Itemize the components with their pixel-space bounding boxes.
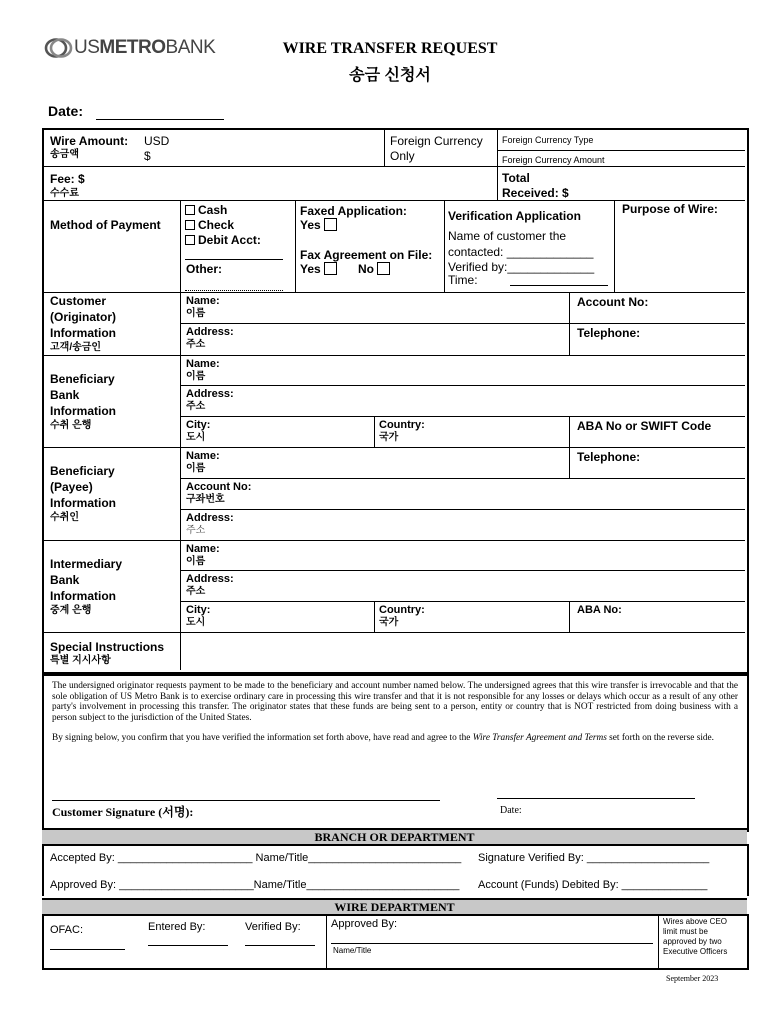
fax-agreement-yes-option[interactable]: Yes — [300, 262, 337, 276]
signature-verified-by-field[interactable]: Signature Verified By: ____________________ — [478, 852, 710, 864]
total-label: Total — [502, 171, 530, 185]
wire-department-header: WIRE DEPARTMENT — [42, 898, 747, 916]
wire-amount-field[interactable] — [160, 132, 380, 164]
entered-by-label: Entered By: — [148, 921, 206, 933]
payee-section-label: Beneficiary (Payee) Information 수취인 — [50, 464, 116, 523]
beneficiary-bank-aba-field[interactable]: ABA No or SWIFT Code — [577, 419, 712, 433]
beneficiary-bank-name-field[interactable]: Name: 이름 — [186, 358, 220, 382]
contacted-field[interactable]: contacted: _____________ — [448, 245, 594, 259]
logo-bank: BANK — [165, 37, 216, 58]
total-received-label[interactable]: Received: $ — [502, 186, 569, 200]
name-of-customer-label: Name of customer the — [448, 229, 567, 243]
ceo-limit-note: Wires above CEO limit must be approved by two Executive Officers — [663, 917, 728, 956]
fee-label-ko: 수수료 — [50, 188, 79, 199]
signature-date-label: Date: — [500, 805, 522, 816]
usd-label: USD — [144, 134, 170, 148]
entered-by-field[interactable] — [148, 945, 228, 946]
account-debited-by-field[interactable]: Account (Funds) Debited By: ______________ — [478, 879, 708, 891]
customer-telephone-field[interactable]: Telephone: — [577, 326, 641, 340]
time-field[interactable] — [510, 285, 608, 286]
purpose-of-wire-label: Purpose of Wire: — [622, 202, 718, 216]
signature-date-line[interactable] — [497, 798, 695, 799]
foreign-currency-type-label[interactable]: Foreign Currency Type — [502, 135, 594, 145]
date-label: Date: — [48, 103, 84, 119]
faxed-yes-option[interactable]: Yes — [300, 218, 337, 232]
logo-us: US — [74, 37, 100, 58]
faxed-application-label: Faxed Application: — [300, 204, 407, 218]
customer-signature-line[interactable] — [52, 800, 440, 801]
wire-amount-label: Wire Amount: — [50, 134, 129, 148]
foreign-currency-label: Foreign Currency — [390, 134, 483, 148]
faxed-yes-checkbox[interactable] — [324, 218, 337, 231]
branch-department-header: BRANCH OR DEPARTMENT — [42, 828, 747, 846]
customer-address-field[interactable]: Address: 주소 — [186, 326, 234, 350]
method-of-payment-label: Method of Payment — [50, 218, 161, 232]
foreign-currency-amount-label[interactable]: Foreign Currency Amount — [502, 155, 605, 165]
payee-account-no-field[interactable]: Account No: 구좌번호 — [186, 481, 252, 505]
debit-checkbox[interactable] — [185, 235, 195, 245]
fee-field[interactable] — [100, 168, 490, 198]
beneficiary-bank-city-field[interactable]: City: 도시 — [186, 419, 211, 443]
accepted-by-field[interactable]: Accepted By: ______________________ Name/Title_________________________ — [50, 852, 462, 864]
check-checkbox[interactable] — [185, 220, 195, 230]
customer-account-no-field[interactable]: Account No: — [577, 295, 649, 309]
beneficiary-bank-country-field[interactable]: Country: 국가 — [379, 419, 425, 443]
payee-telephone-field[interactable]: Telephone: — [577, 450, 641, 464]
form-version-date: September 2023 — [666, 974, 719, 983]
intermediary-country-field[interactable]: Country: 국가 — [379, 604, 425, 628]
intermediary-name-field[interactable]: Name: 이름 — [186, 543, 220, 567]
payee-name-field[interactable]: Name: 이름 — [186, 450, 220, 474]
time-label: Time: — [448, 273, 478, 287]
debit-account-field[interactable] — [185, 259, 283, 260]
purpose-of-wire-field[interactable] — [617, 218, 743, 290]
cash-checkbox[interactable] — [185, 205, 195, 215]
check-option[interactable]: Check — [185, 218, 234, 232]
name-title-label: Name/Title — [333, 946, 372, 955]
logo-mark-icon — [44, 38, 74, 58]
ofac-label: OFAC: — [50, 924, 84, 936]
special-instructions-label-ko: 특별 지시사항 — [50, 655, 111, 666]
terms-paragraph: The undersigned originator requests payment to be made to the beneficiary and account number named below. The undersigned agrees that this wire transfer is irrevocable and that the sole obligation of US Metro Bank is to exercise ordinary care in processing this wire transfer and that it is not responsible for any losses or delays which occur as a result of any other party's involvement in processing this transfer. The originator states that these funds are being sent to a person, entity or country that is NOT restricted from doing business with a person subject to the jurisdiction of the United States. — [52, 681, 738, 723]
logo-metro: METRO — [99, 37, 166, 58]
wire-approved-by-label: Approved By: — [331, 918, 398, 930]
other-field[interactable] — [185, 290, 283, 291]
fee-label: Fee: $ — [50, 172, 85, 186]
intermediary-section-label: Intermediary Bank Information 중계 은행 — [50, 557, 123, 616]
date-field[interactable] — [96, 119, 224, 120]
page-title-korean: 송금 신청서 — [349, 67, 431, 84]
beneficiary-bank-address-field[interactable]: Address: 주소 — [186, 388, 234, 412]
payee-address-field[interactable]: Address: 주소 — [186, 512, 234, 536]
verified-by-field[interactable]: Verified by:_____________ — [448, 260, 595, 274]
bank-logo — [44, 37, 224, 59]
fax-agreement-yes-checkbox[interactable] — [324, 262, 337, 275]
customer-signature-label: Customer Signature (서명): — [52, 805, 194, 819]
customer-name-field[interactable]: Name: 이름 — [186, 295, 220, 319]
wire-approved-by-field[interactable] — [331, 943, 653, 944]
dollar-sign: $ — [144, 149, 151, 163]
verification-application-label: Verification Application — [448, 209, 581, 223]
terms-confirmation: By signing below, you confirm that you have verified the information set forth above, have read and agree to the Wire Transfer Agreement and Terms set forth on the reverse side. — [52, 733, 714, 743]
intermediary-address-field[interactable]: Address: 주소 — [186, 573, 234, 597]
fax-agreement-label: Fax Agreement on File: — [300, 248, 433, 262]
other-label: Other: — [186, 262, 222, 276]
wire-agreement-link[interactable]: Wire Transfer Agreement and Terms — [472, 733, 607, 743]
special-instructions-field[interactable] — [183, 635, 743, 668]
wire-verified-by-field[interactable] — [245, 945, 315, 946]
special-instructions-label: Special Instructions — [50, 640, 165, 654]
customer-section-label: Customer (Originator) Information 고객/송금인 — [50, 294, 116, 353]
wire-amount-label-ko: 송금액 — [50, 149, 79, 160]
ofac-field[interactable] — [50, 949, 125, 950]
foreign-currency-only-label: Only — [390, 149, 415, 163]
fax-agreement-no-option[interactable]: No — [358, 262, 390, 276]
wire-verified-by-label: Verified By: — [245, 921, 301, 933]
cash-option[interactable]: Cash — [185, 203, 227, 217]
intermediary-city-field[interactable]: City: 도시 — [186, 604, 211, 628]
page-title: WIRE TRANSFER REQUEST — [282, 40, 498, 57]
beneficiary-bank-section-label: Beneficiary Bank Information 수취 은행 — [50, 372, 116, 431]
fax-agreement-no-checkbox[interactable] — [377, 262, 390, 275]
intermediary-aba-field[interactable]: ABA No: — [577, 604, 622, 616]
approved-by-field[interactable]: Approved By: ______________________Name/Title_________________________ — [50, 879, 460, 891]
debit-option[interactable]: Debit Acct: — [185, 233, 261, 247]
